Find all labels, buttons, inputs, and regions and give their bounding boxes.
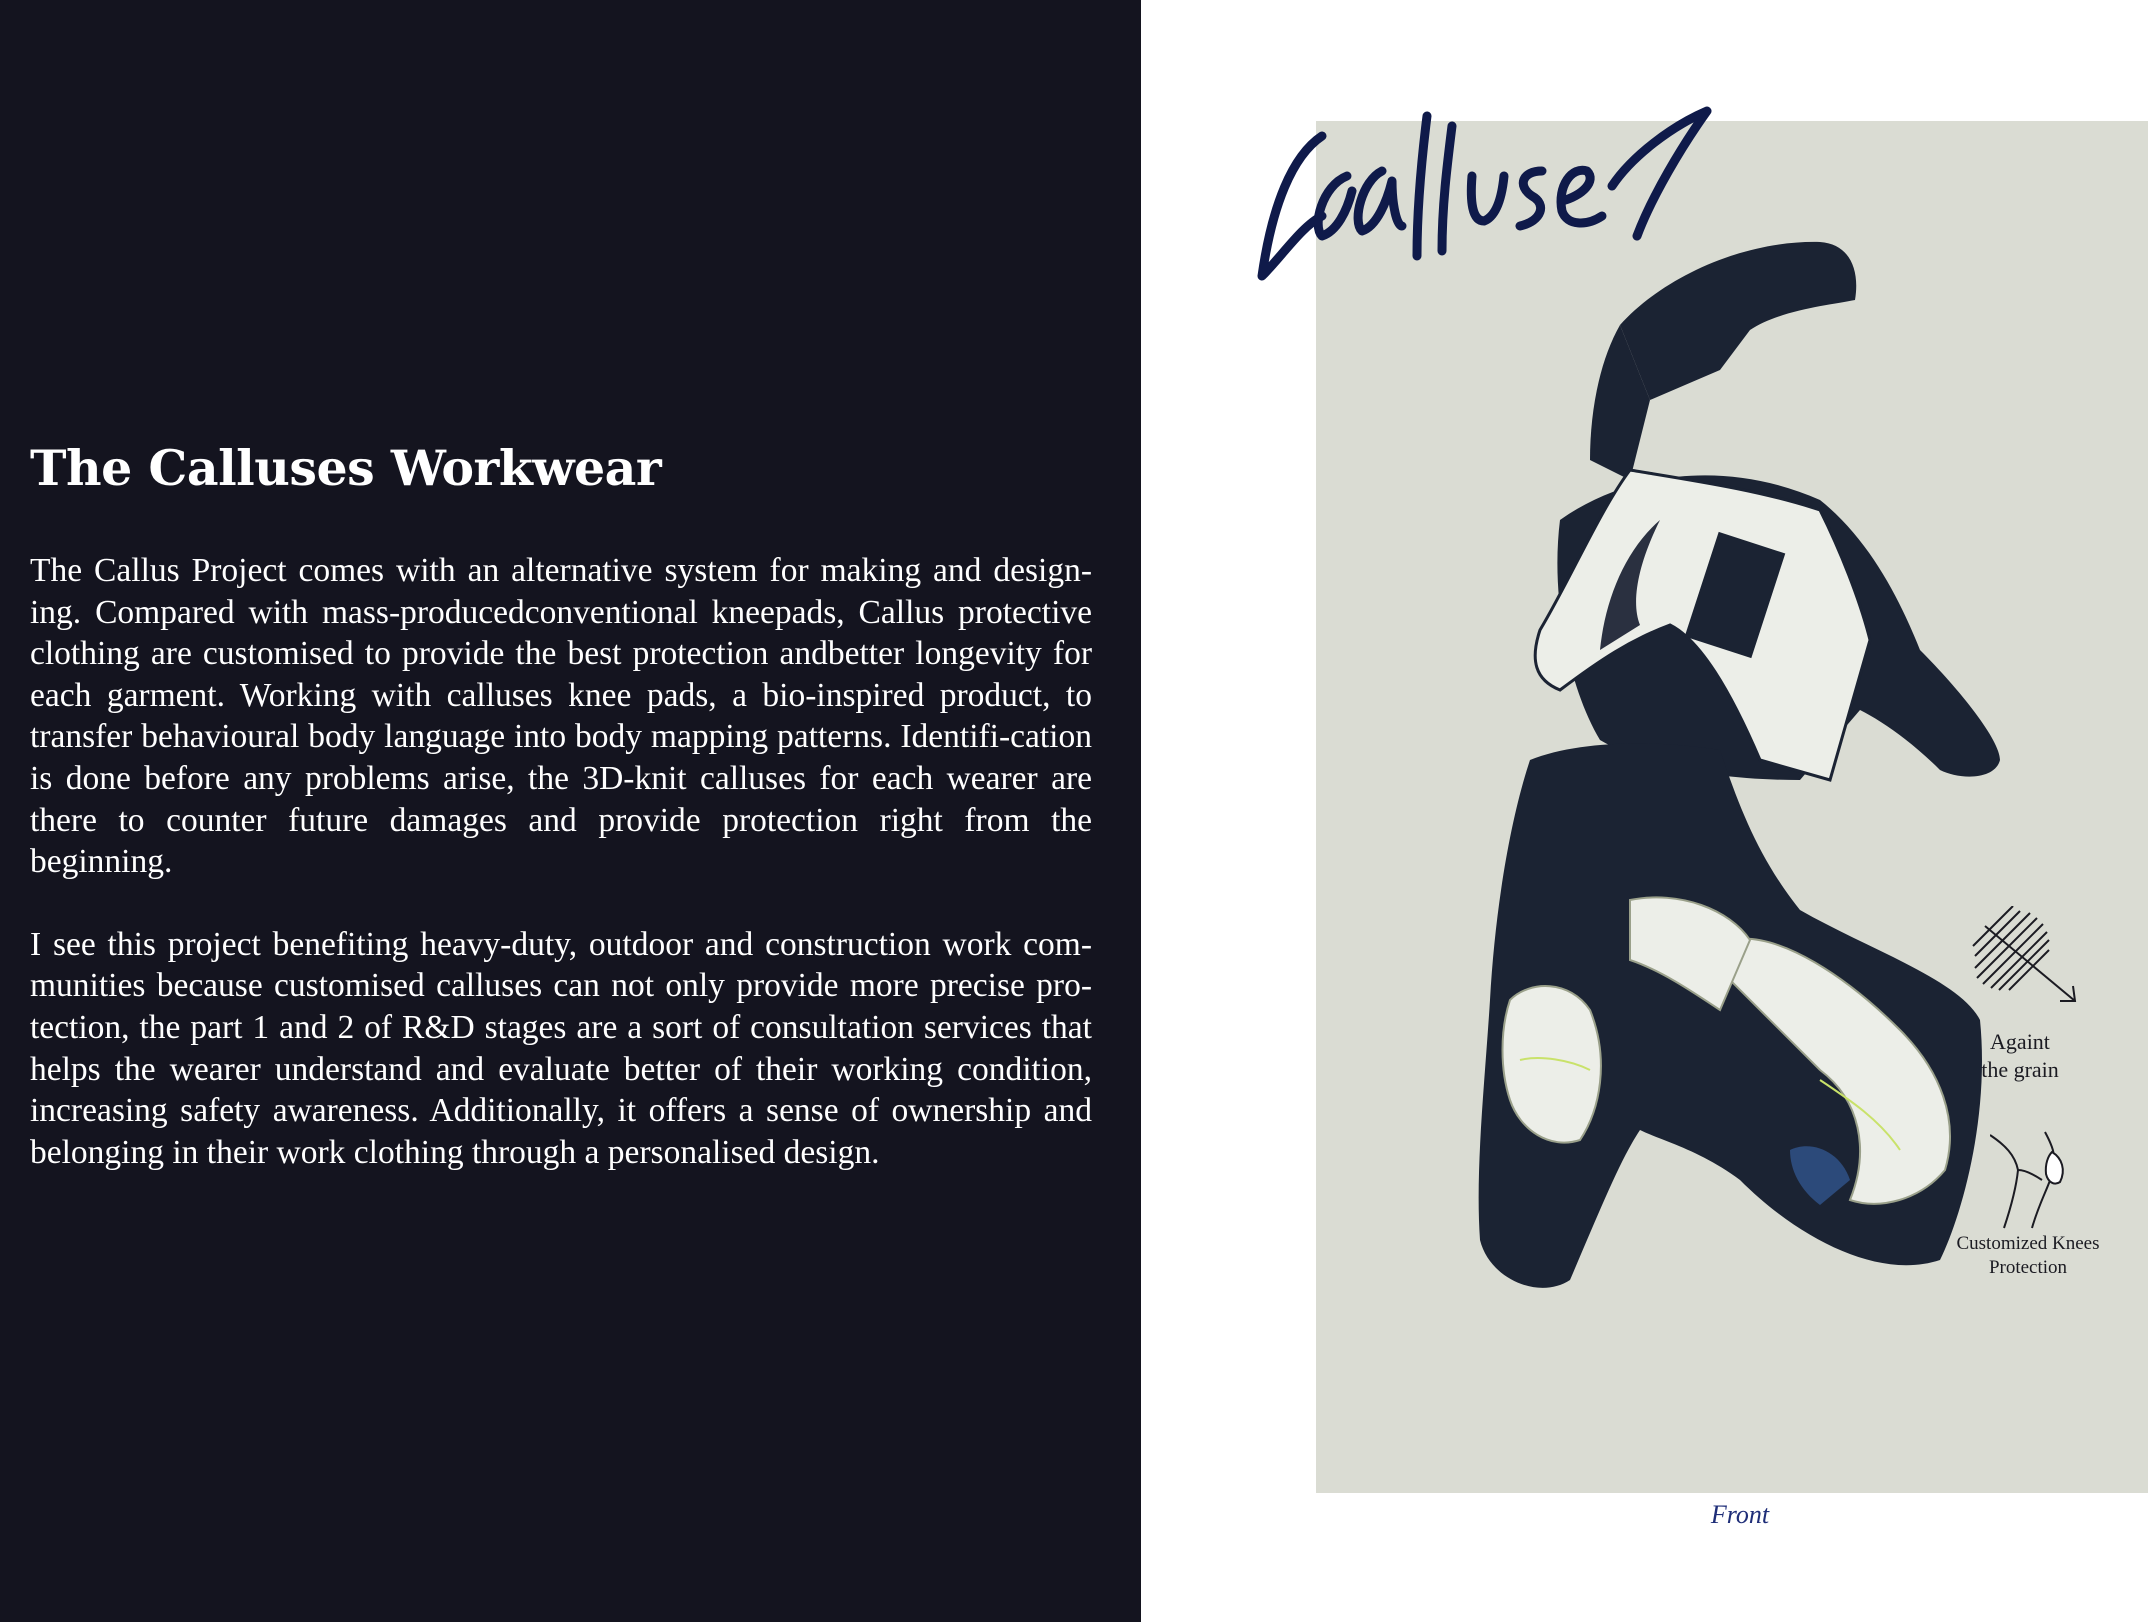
paragraph-benefits: I see this project benefiting heavy-duty, outdoor and construction work com-munities because customised calluses can not only provide more precise pro-tection, the part 1 and 2 of R&D stages are a sort of consultation services that helps the wearer understand and evaluate better of their working condition, increasing safety awareness. Additionally, it offers a sense of ownership and belonging in their work clothing through a personalised design. [30,925,1092,1171]
paragraph-intro: The Callus Project comes with an alternative system for making and design-ing. Compared with mass-producedconventional kneepads, Callus protective clothing are customised to provide the best protection andbetter longevity for each garment. Working with calluses knee pads, a bio-inspired product, to transfer behavioural body language into body mapping patterns. Identifi-cation is done before any problems arise, the 3D-knit calluses for each wearer are there to counter future damages and provide protection right from the beginning. [30,552,1092,881]
hatch-arrow-icon [1965,906,2085,1016]
garment-photo [1400,220,2040,1320]
legend-label-grain: Againt the grain [1981,1029,2059,1082]
knee-icon [1990,1130,2080,1230]
legend-label-knee: Customized Knees Protection [1956,1233,2100,1278]
page-title: The Calluses Workwear [30,439,662,497]
figure-caption: Front [1710,1500,1770,1529]
body-text [30,550,1092,1173]
signature-logo [1252,86,1722,306]
